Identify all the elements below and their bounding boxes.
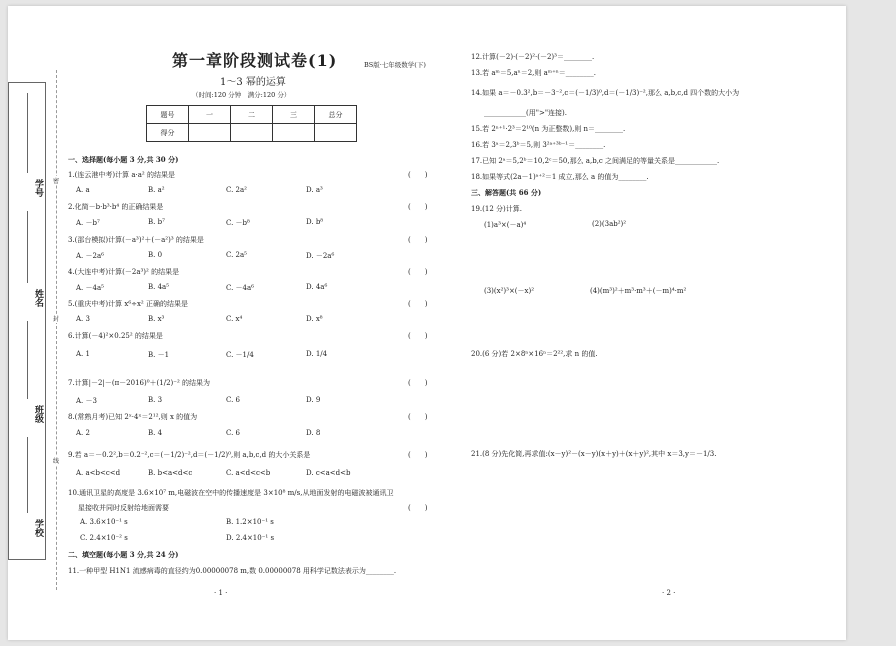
question-19: 19.(12 分)计算. (471, 205, 522, 213)
question-14: 14.如果 a＝－0.3²,b＝－3⁻²,c＝(－1/3)⁰,d＝(－1/3)⁻²,那么 a,b,c,d 四个数的大小为 (471, 89, 740, 97)
question-11: 11.一种甲型 H1N1 流感病毒的直径约为0.00000078 m,数 0.00000078 用科学记数法表示为________. (68, 567, 397, 575)
question-1: 1.(连云港中考)计算 a·a² 的结果是 (68, 171, 175, 179)
answer-paren[interactable]: ( ) (408, 236, 428, 244)
option: C. a<d<c<b (226, 469, 271, 477)
option: B. 0 (148, 251, 163, 259)
score-cell[interactable] (315, 124, 357, 142)
time-info: （时间:120 分钟 满分:120 分） (192, 91, 291, 99)
question-19-part3: (3)(x²)³×(－x)² (484, 287, 535, 295)
option: B. b<a<d<c (148, 469, 193, 477)
option: D. 1/4 (306, 350, 328, 358)
option: B. 1.2×10⁻¹ s (226, 518, 274, 526)
option: C. 6 (226, 429, 241, 437)
option: B. －1 (148, 351, 170, 359)
question-9: 9.若 a＝－0.2²,b＝0.2⁻²,c＝(－1/2)⁻²,d＝(－1/2)⁰,则 a,b,c,d 的大小关系是 (68, 451, 311, 459)
question-20: 20.(6 分)若 2×8ⁿ×16ⁿ＝2²²,求 n 的值. (471, 350, 598, 358)
score-cell[interactable] (273, 124, 315, 142)
class-line (27, 321, 28, 399)
option: B. 3 (148, 396, 163, 404)
option: A. a<b<c<d (76, 469, 121, 477)
side-label-class: 班级 (33, 405, 43, 423)
question-19-part2: (2)(3ab²)² (592, 220, 627, 228)
answer-paren[interactable]: ( ) (408, 332, 428, 340)
option: D. a³ (306, 186, 323, 194)
score-header: 总分 (315, 106, 357, 124)
option: C. x⁴ (226, 315, 243, 323)
student-info-rail (8, 82, 46, 560)
question-12: 12.计算(－2)·(－2)²·(－2)³＝________. (471, 53, 595, 61)
option: D. 2.4×10⁻¹ s (226, 534, 275, 542)
edition-label: BS版·七年级数学(下) (364, 61, 426, 69)
question-2: 2.化简－b·b³·b⁴ 的正确结果是 (68, 203, 164, 211)
cut-word-xian: 线 (53, 458, 60, 465)
page-number-2: · 2 · (662, 589, 676, 597)
side-label-name: 姓名 (33, 289, 43, 307)
option: B. 4a⁵ (148, 283, 170, 291)
seal-cut-line (56, 70, 57, 590)
answer-paren[interactable]: ( ) (408, 451, 428, 459)
side-label-student-id: 学号 (33, 179, 43, 197)
option: A. 3.6×10⁻¹ s (80, 518, 128, 526)
option: B. a² (148, 186, 165, 194)
question-18: 18.如果等式(2a－1)ᵃ⁺²＝1 成立,那么 a 的值为________. (471, 173, 649, 181)
score-header: 题号 (147, 106, 189, 124)
option: D. x⁸ (306, 315, 323, 323)
question-15: 15.若 2ⁿ⁺¹·2³＝2¹⁰(n 为正整数),则 n＝________. (471, 125, 626, 133)
question-10: 10.通讯卫星的高度是 3.6×10⁷ m,电磁波在空中的传播速度是 3×10⁸ m/s,从地面发射的电磁波被通讯卫 (68, 489, 394, 497)
option: C. 6 (226, 396, 241, 404)
score-table (146, 105, 357, 142)
option: A. －2a⁶ (76, 252, 104, 260)
school-line (27, 437, 28, 513)
option: A. 1 (76, 350, 90, 358)
answer-paren[interactable]: ( ) (408, 171, 428, 179)
question-17: 17.已知 2ᵃ＝5,2ᵇ＝10,2ᶜ＝50,那么 a,b,c 之间满足的等量关系是____________. (471, 157, 720, 165)
question-7: 7.计算|－2|－(π－2016)⁰＋(1/2)⁻² 的结果为 (68, 379, 210, 387)
cut-word-mi: 密 (53, 178, 60, 185)
option: B. x³ (148, 315, 165, 323)
option: B. 4 (148, 429, 163, 437)
side-label-school: 学校 (33, 519, 43, 537)
option: D. 9 (306, 396, 321, 404)
option: A. 2 (76, 429, 90, 437)
option: C. －4a⁶ (226, 284, 254, 292)
option: B. b⁷ (148, 218, 165, 226)
question-6: 6.计算(－4)²×0.25² 的结果是 (68, 332, 163, 340)
student-id-line (27, 93, 28, 173)
cut-word-feng: 封 (53, 316, 60, 323)
exam-sheet (8, 6, 846, 640)
question-10-line2: 星接收并同时反射给地面需要 (78, 504, 169, 512)
option: A. 3 (76, 315, 90, 323)
answer-paren[interactable]: ( ) (408, 268, 428, 276)
option: A. a (76, 186, 90, 194)
question-19-part4: (4)(m³)²＋m³·m³＋(－m)⁴·m² (590, 287, 687, 295)
score-header: 一 (189, 106, 231, 124)
question-3: 3.(邵台模拟)计算(－a³)²＋(－a²)³ 的结果是 (68, 236, 204, 244)
section-title-choice: 一、选择题(每小题 3 分,共 30 分) (68, 155, 179, 164)
question-5: 5.(重庆中考)计算 x⁶÷x² 正确的结果是 (68, 300, 188, 308)
option: D. b⁸ (306, 218, 324, 226)
answer-paren[interactable]: ( ) (408, 203, 428, 211)
option: C. 2.4×10⁻² s (80, 534, 128, 542)
answer-paren[interactable]: ( ) (408, 379, 428, 387)
question-4: 4.(大连中考)计算(－2a³)² 的结果是 (68, 268, 180, 276)
option: C. 2a⁵ (226, 251, 247, 259)
option: C. 2a² (226, 186, 247, 194)
score-row-label: 得分 (147, 124, 189, 142)
section-title-fill: 二、填空题(每小题 3 分,共 24 分) (68, 550, 179, 559)
section-title-solve: 三、解答题(共 66 分) (471, 188, 542, 197)
score-cell[interactable] (189, 124, 231, 142)
exam-subtitle: 1～3 幂的运算 (220, 77, 286, 88)
answer-paren[interactable]: ( ) (408, 504, 428, 512)
question-8: 8.(常熟月考)已知 2ˣ·4ˣ＝2¹²,则 x 的值为 (68, 413, 198, 421)
option: C. －1/4 (226, 351, 254, 359)
question-21: 21.(8 分)先化简,再求值:(x－y)²－(x－y)(x＋y)＋(x＋y)²,其中 x＝3,y＝－1/3. (471, 450, 717, 458)
option: A. －b⁷ (76, 219, 100, 227)
option: C. －b⁸ (226, 219, 250, 227)
score-header: 三 (273, 106, 315, 124)
page-number-1: · 1 · (214, 589, 228, 597)
name-line (27, 211, 28, 283)
question-13: 13.若 aᵐ＝5,aⁿ＝2,则 aᵐ⁺ⁿ＝________. (471, 69, 597, 77)
question-16: 16.若 3ᵃ＝2,3ᵇ＝5,则 3²ᵃ⁺³ᵇ⁻¹＝________. (471, 141, 606, 149)
answer-paren[interactable]: ( ) (408, 300, 428, 308)
option: D. 4a⁶ (306, 283, 328, 291)
option: D. －2a⁶ (306, 252, 335, 260)
option: D. c<a<d<b (306, 469, 351, 477)
option: A. －4a⁵ (76, 284, 104, 292)
question-14-line2: ____________(用">"连接). (484, 109, 567, 117)
option: A. －3 (76, 397, 97, 405)
answer-paren[interactable]: ( ) (408, 413, 428, 421)
exam-title: 第一章阶段测试卷(1) (172, 51, 338, 70)
question-19-part1: (1)a³×(－a)⁴ (484, 221, 527, 229)
option: D. 8 (306, 429, 321, 437)
score-cell[interactable] (231, 124, 273, 142)
score-header: 二 (231, 106, 273, 124)
